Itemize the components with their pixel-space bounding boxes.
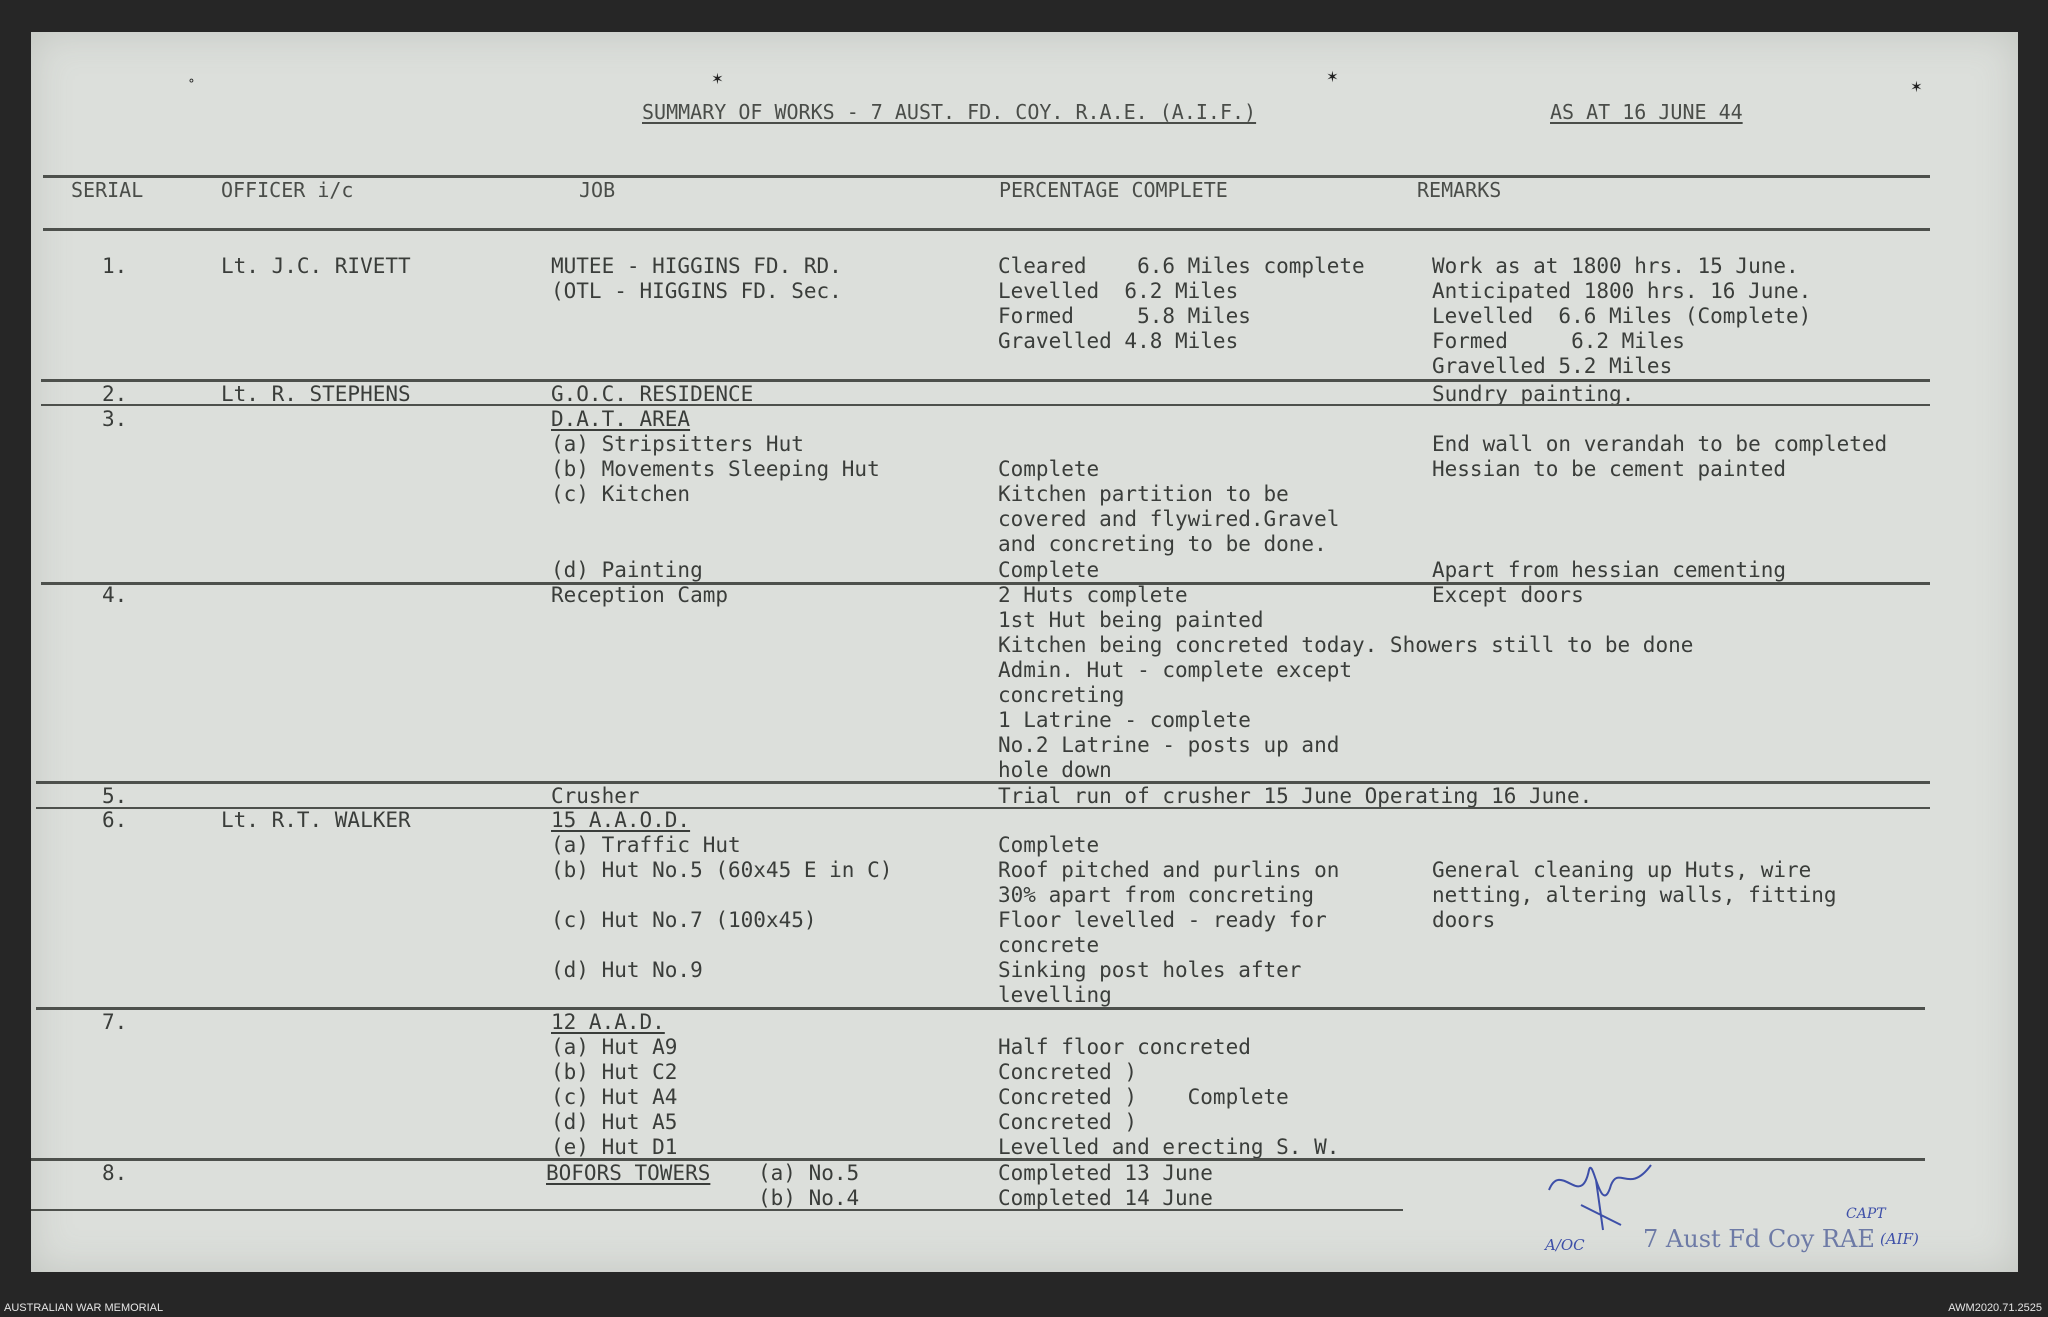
punch-hole-mark: ✶ [1327, 66, 1338, 87]
row7-serial: 7. [102, 1010, 128, 1034]
row1-remarks-line1: Work as at 1800 hrs. 15 June. [1432, 254, 1799, 278]
row6-officer: Lt. R.T. WALKER [221, 808, 411, 832]
row4-pct-line2: 1st Hut being painted [998, 608, 1264, 632]
rank-aoc: A/OC [1545, 1236, 1585, 1254]
row7-pct-line5: Levelled and erecting S. W. [998, 1135, 1340, 1159]
document-title: SUMMARY OF WORKS - 7 AUST. FD. COY. R.A.E. (A.I.F.) [642, 100, 1257, 124]
unit-stamp: 7 Aust Fd Coy RAE [1643, 1225, 1875, 1253]
row1-remarks-line2: Anticipated 1800 hrs. 16 June. [1432, 279, 1812, 303]
row4-pct-line6: 1 Latrine - complete [998, 708, 1251, 732]
row3-pct-line3: covered and flywired.Gravel [998, 507, 1340, 531]
row7-job-head: 12 A.A.D. [551, 1010, 665, 1034]
row3-remarks-line1: End wall on verandah to be completed [1432, 432, 1888, 456]
row8-job-b: (b) No.4 [758, 1186, 860, 1210]
row3-remarks-line2: Hessian to be cement painted [1432, 457, 1787, 481]
row1-officer: Lt. J.C. RIVETT [221, 254, 411, 278]
row3-job-c: (c) Kitchen [551, 482, 691, 506]
row4-job: Reception Camp [551, 583, 729, 607]
row-divider [41, 404, 1930, 406]
row6-pct-line7: levelling [998, 983, 1112, 1007]
row7-pct-line2: Concreted ) [998, 1060, 1138, 1084]
col-header-percentage: PERCENTAGE COMPLETE [999, 178, 1228, 202]
col-header-job: JOB [579, 178, 616, 202]
row2-remarks: Sundry painting. [1432, 382, 1635, 406]
row8-job-head: BOFORS TOWERS [546, 1161, 711, 1185]
row-divider [36, 781, 1930, 784]
row3-pct-d: Complete [998, 558, 1100, 582]
row4-pct-line1: 2 Huts complete [998, 583, 1188, 607]
row6-remarks-line3: doors [1432, 908, 1496, 932]
row8-pct-line2: Completed 14 June [998, 1186, 1213, 1210]
row5-serial: 5. [102, 784, 128, 808]
row7-job-a: (a) Hut A9 [551, 1035, 678, 1059]
row4-pct-line7: No.2 Latrine - posts up and [998, 733, 1340, 757]
row3-pct-line1: Complete [998, 457, 1100, 481]
row4-pct-line4: Admin. Hut - complete except [998, 658, 1353, 682]
row1-pct-line3: Formed 5.8 Miles [998, 304, 1251, 328]
row3-job-d: (d) Painting [551, 558, 703, 582]
row3-serial: 3. [102, 407, 128, 431]
punch-hole-mark: ✶ [712, 68, 723, 89]
row1-serial: 1. [102, 254, 128, 278]
bottom-rule [31, 1209, 1403, 1211]
col-header-officer: OFFICER i/c [221, 178, 354, 202]
row6-job-b: (b) Hut No.5 (60x45 E in C) [551, 858, 893, 882]
col-header-serial: SERIAL [71, 178, 144, 202]
row8-serial: 8. [102, 1161, 128, 1185]
punch-hole-mark: ✶ [1911, 76, 1922, 97]
row1-remarks-line3: Levelled 6.6 Miles (Complete) [1432, 304, 1812, 328]
row1-pct-line2: Levelled 6.2 Miles [998, 279, 1239, 303]
row5-job: Crusher [551, 784, 640, 808]
row5-pct: Trial run of crusher 15 June Operating 16 June. [998, 784, 1593, 808]
row4-pct-line3: Kitchen being concreted today. Showers still to be done [998, 633, 1694, 657]
row6-pct-line3: 30% apart from concreting [998, 883, 1315, 907]
row6-remarks-line2: netting, altering walls, fitting [1432, 883, 1837, 907]
footer-institution: AUSTRALIAN WAR MEMORIAL [4, 1302, 164, 1314]
punch-hole-mark: ˳ [186, 62, 197, 83]
header-bottom-rule [43, 228, 1930, 231]
row-divider [41, 582, 1930, 585]
row1-job-line2: (OTL - HIGGINS FD. Sec. [551, 279, 842, 303]
document-sheet [31, 32, 2018, 1272]
footer-accession-number: AWM2020.71.2525 [1948, 1302, 2042, 1314]
row2-officer: Lt. R. STEPHENS [221, 382, 411, 406]
row-divider [36, 1007, 1925, 1010]
row7-pct-line3: Concreted ) Complete [998, 1085, 1289, 1109]
row3-pct-line2: Kitchen partition to be [998, 482, 1289, 506]
row7-job-d: (d) Hut A5 [551, 1110, 678, 1134]
row7-job-c: (c) Hut A4 [551, 1085, 678, 1109]
row6-pct-line4: Floor levelled - ready for [998, 908, 1327, 932]
row1-pct-line1: Cleared 6.6 Miles complete [998, 254, 1365, 278]
row2-job: G.O.C. RESIDENCE [551, 382, 754, 406]
row3-job-b: (b) Movements Sleeping Hut [551, 457, 880, 481]
row3-remarks-d: Apart from hessian cementing [1432, 558, 1787, 582]
row6-job-head: 15 A.A.O.D. [551, 808, 691, 832]
row7-job-e: (e) Hut D1 [551, 1135, 678, 1159]
row7-pct-line4: Concreted ) [998, 1110, 1138, 1134]
row6-pct-line2: Roof pitched and purlins on [998, 858, 1340, 882]
row6-pct-line1: Complete [998, 833, 1100, 857]
row7-pct-line1: Half floor concreted [998, 1035, 1251, 1059]
row6-pct-line6: Sinking post holes after [998, 958, 1302, 982]
row6-remarks-line1: General cleaning up Huts, wire [1432, 858, 1812, 882]
row3-pct-line4: and concreting to be done. [998, 532, 1327, 556]
row4-serial: 4. [102, 583, 128, 607]
row6-job-a: (a) Traffic Hut [551, 833, 741, 857]
row1-remarks-line5: Gravelled 5.2 Miles [1432, 354, 1673, 378]
row7-job-b: (b) Hut C2 [551, 1060, 678, 1084]
rank-capt: CAPT [1846, 1206, 1886, 1222]
row3-job-head: D.A.T. AREA [551, 407, 691, 431]
row1-pct-line4: Gravelled 4.8 Miles [998, 329, 1239, 353]
row6-pct-line5: concrete [998, 933, 1100, 957]
document-date: AS AT 16 JUNE 44 [1550, 100, 1743, 124]
row4-pct-line8: hole down [998, 758, 1112, 782]
row6-serial: 6. [102, 808, 128, 832]
row1-job-line1: MUTEE - HIGGINS FD. RD. [551, 254, 842, 278]
row4-pct-line5: concreting [998, 683, 1125, 707]
row2-serial: 2. [102, 382, 128, 406]
row8-job-a: (a) No.5 [758, 1161, 860, 1185]
row6-job-c: (c) Hut No.7 (100x45) [551, 908, 817, 932]
row6-job-d: (d) Hut No.9 [551, 958, 703, 982]
row8-pct-line1: Completed 13 June [998, 1161, 1213, 1185]
row1-remarks-line4: Formed 6.2 Miles [1432, 329, 1685, 353]
unit-aif: (AIF) [1880, 1230, 1919, 1248]
row3-job-a: (a) Stripsitters Hut [551, 432, 804, 456]
row4-remarks: Except doors [1432, 583, 1584, 607]
col-header-remarks: REMARKS [1417, 178, 1502, 202]
